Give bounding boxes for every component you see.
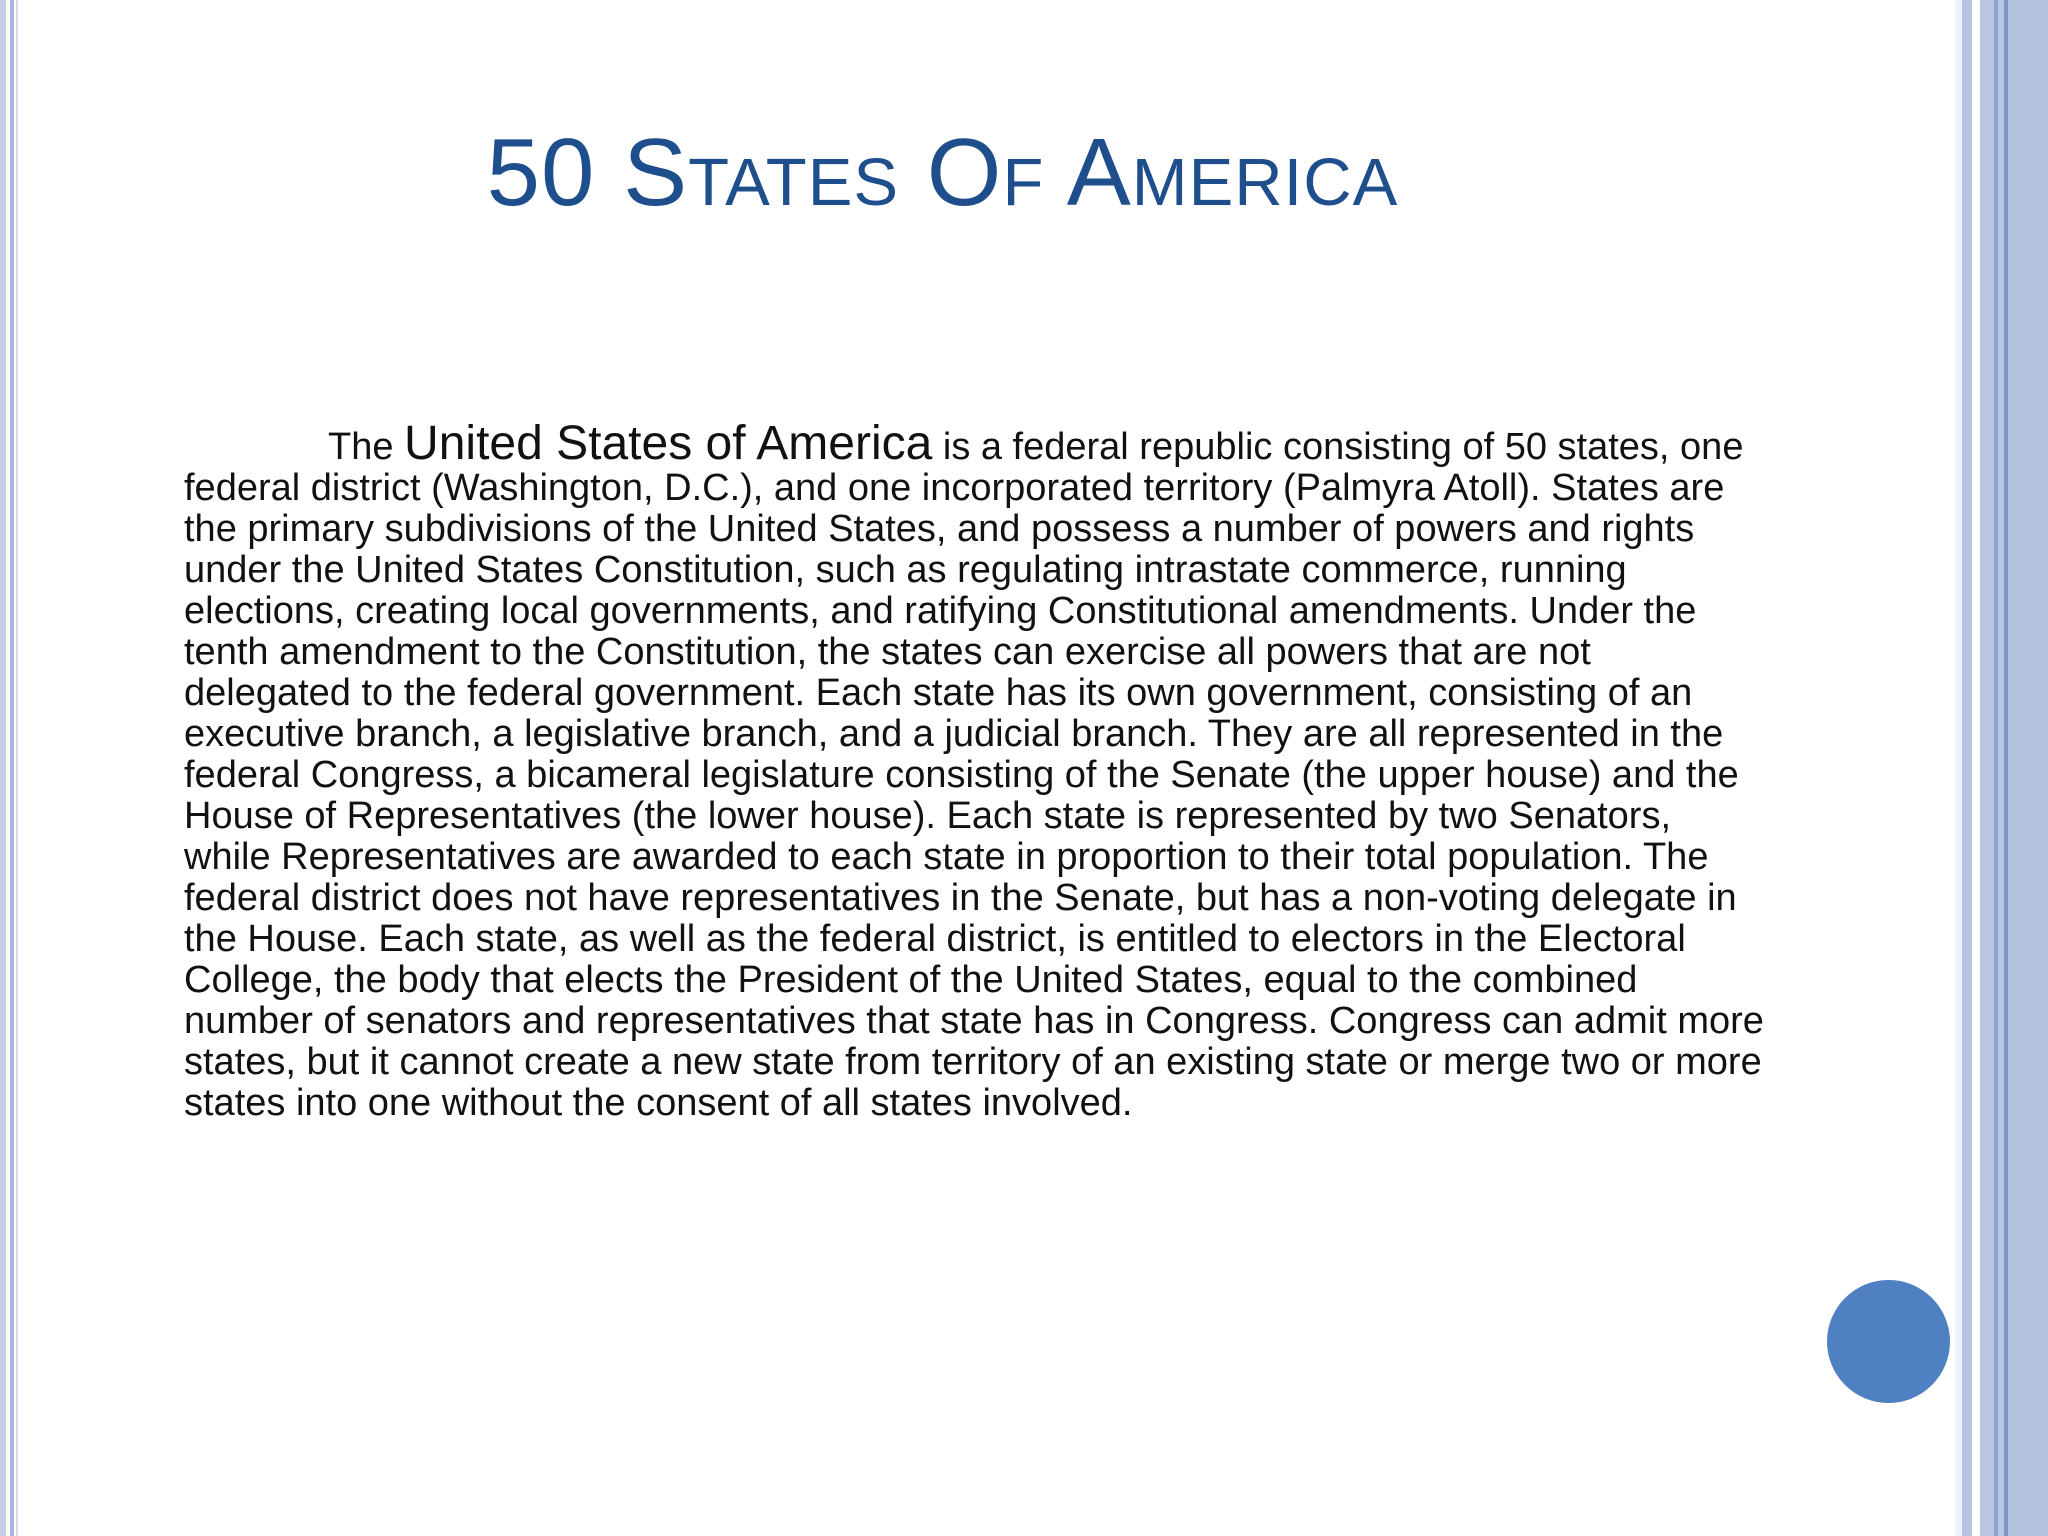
slide-nav-circle-icon[interactable] xyxy=(1827,1280,1950,1403)
right-border-stripe xyxy=(1962,0,1972,1536)
slide-title: 50 States Of America xyxy=(486,119,1399,226)
right-border-stripe xyxy=(2008,0,2048,1536)
left-border-stripe xyxy=(10,0,14,1536)
body-rest: is a federal republic consisting of 50 states, one federal district (Washington, D.C.), and one incorporated territory (Palmyra Atoll). States are the primary subdivisions of the United States, and possess a number of powers and rights under the United States Constitution, such as regulating intrastate commerce, running elections, creating local governments, and ratifying Constitutional amendments. Under the tenth amendment to the Constitution, the states can exercise all powers that are not delegated to the federal government. Each state has its own government, consisting of an executive branch, a legislative branch, and a judicial branch. They are all represented in the federal Congress, a bicameral legislature consisting of the Senate (the upper house) and the House of Representatives (the lower house). Each state is represented by two Senators, while Representatives are awarded to each state in proportion to their total population. The federal district does not have representatives in the Senate, but has a non-voting delegate in the House. Each state, as well as the federal district, is entitled to electors in the Electoral College, the body that elects the President of the United States, equal to the combined number of senators and representatives that state has in Congress. Congress can admit more states, but it cannot create a new state from territory of an existing state or merge two or more states into one without the consent of all states involved. xyxy=(184,426,1764,1124)
left-border-stripe xyxy=(16,0,18,1536)
body-highlight: United States of America xyxy=(404,417,933,470)
right-border-stripe xyxy=(1980,0,1994,1536)
body-lead: The xyxy=(328,426,405,468)
right-border-stripe xyxy=(1972,0,1980,1536)
slide-body-text xyxy=(184,417,1764,1124)
left-border-stripe xyxy=(0,0,6,1536)
